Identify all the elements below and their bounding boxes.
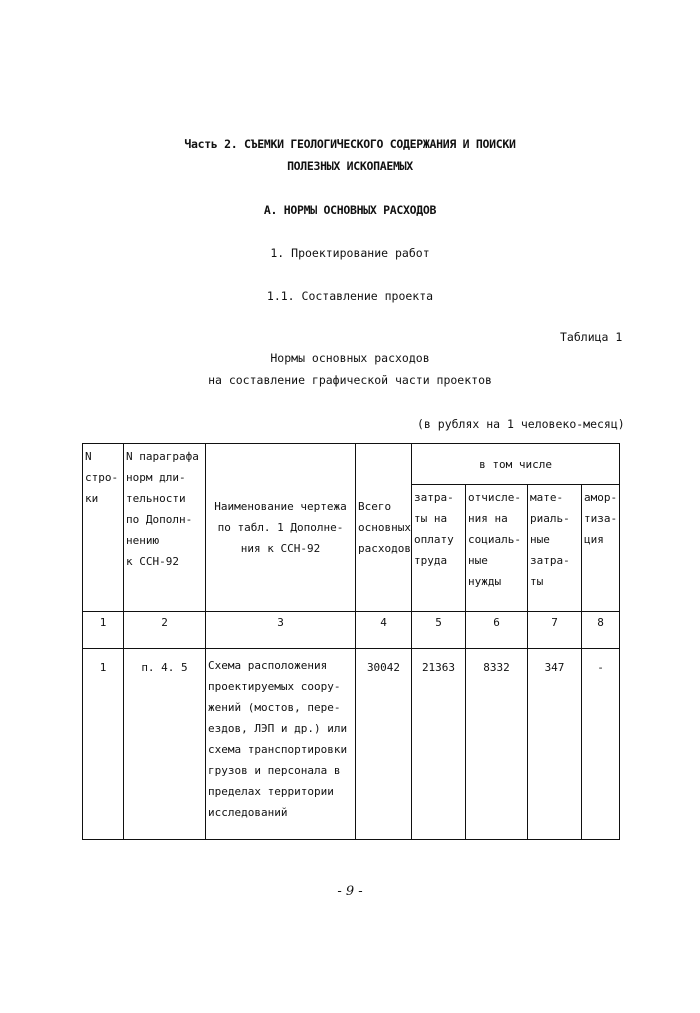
- table-caption-line-2: на составление графической части проектов: [208, 373, 492, 387]
- units-note: (в рублях на 1 человеко-месяц): [417, 417, 625, 431]
- row-paragraph: п. 4. 5: [124, 649, 206, 840]
- row-amortization: -: [582, 649, 620, 840]
- subsection-title-2: 1.1. Составление проекта: [266, 289, 434, 303]
- column-number: 2: [124, 612, 206, 649]
- row-labor: 21363: [412, 649, 466, 840]
- row-total: 30042: [356, 649, 412, 840]
- header-row-1: [83, 444, 620, 485]
- norms-table: [82, 443, 620, 840]
- table-label: Таблица 1: [560, 330, 623, 344]
- column-number: 4: [356, 612, 412, 649]
- table-caption-line-1: Нормы основных расходов: [270, 351, 430, 365]
- header-labor: затра- ты на оплату труда: [412, 485, 466, 612]
- column-number-row: [83, 612, 620, 649]
- section-title: А. НОРМЫ ОСНОВНЫХ РАСХОДОВ: [263, 203, 437, 217]
- header-total: Всего основных расходов: [356, 444, 412, 612]
- column-number: 3: [206, 612, 356, 649]
- row-social: 8332: [466, 649, 528, 840]
- header-including-group: в том числе: [412, 444, 620, 485]
- header-drawing-name: Наименование чертежа по табл. 1 Дополне- ния к ССН-92: [206, 444, 356, 612]
- column-number: 6: [466, 612, 528, 649]
- column-number: 1: [83, 612, 124, 649]
- subsection-title-1: 1. Проектирование работ: [270, 246, 430, 260]
- heading-line-2: ПОЛЕЗНЫХ ИСКОПАЕМЫХ: [287, 159, 413, 173]
- header-line-number: N стро- ки: [83, 444, 124, 612]
- row-drawing-name: Схема расположения проектируемых соору- жений (мостов, пере- ездов, ЛЭП и др.) или схема транспортировки грузов и персонала в пределах территории исследований: [206, 649, 356, 840]
- header-material: мате- риаль- ные затра- ты: [528, 485, 582, 612]
- column-number: 7: [528, 612, 582, 649]
- header-paragraph: N параграфа норм дли- тельности по Дополн- нению к ССН-92: [124, 444, 206, 612]
- page-number: - 9 -: [337, 884, 363, 899]
- header-social: отчисле- ния на социаль- ные нужды: [466, 485, 528, 612]
- table-row: [83, 649, 620, 840]
- heading-line-1: Часть 2. СЪЕМКИ ГЕОЛОГИЧЕСКОГО СОДЕРЖАНИЯ И ПОИСКИ: [184, 137, 516, 151]
- column-number: 5: [412, 612, 466, 649]
- row-line-number: 1: [83, 649, 124, 840]
- column-number: 8: [582, 612, 620, 649]
- row-material: 347: [528, 649, 582, 840]
- header-amortization: амор- тиза- ция: [582, 485, 620, 612]
